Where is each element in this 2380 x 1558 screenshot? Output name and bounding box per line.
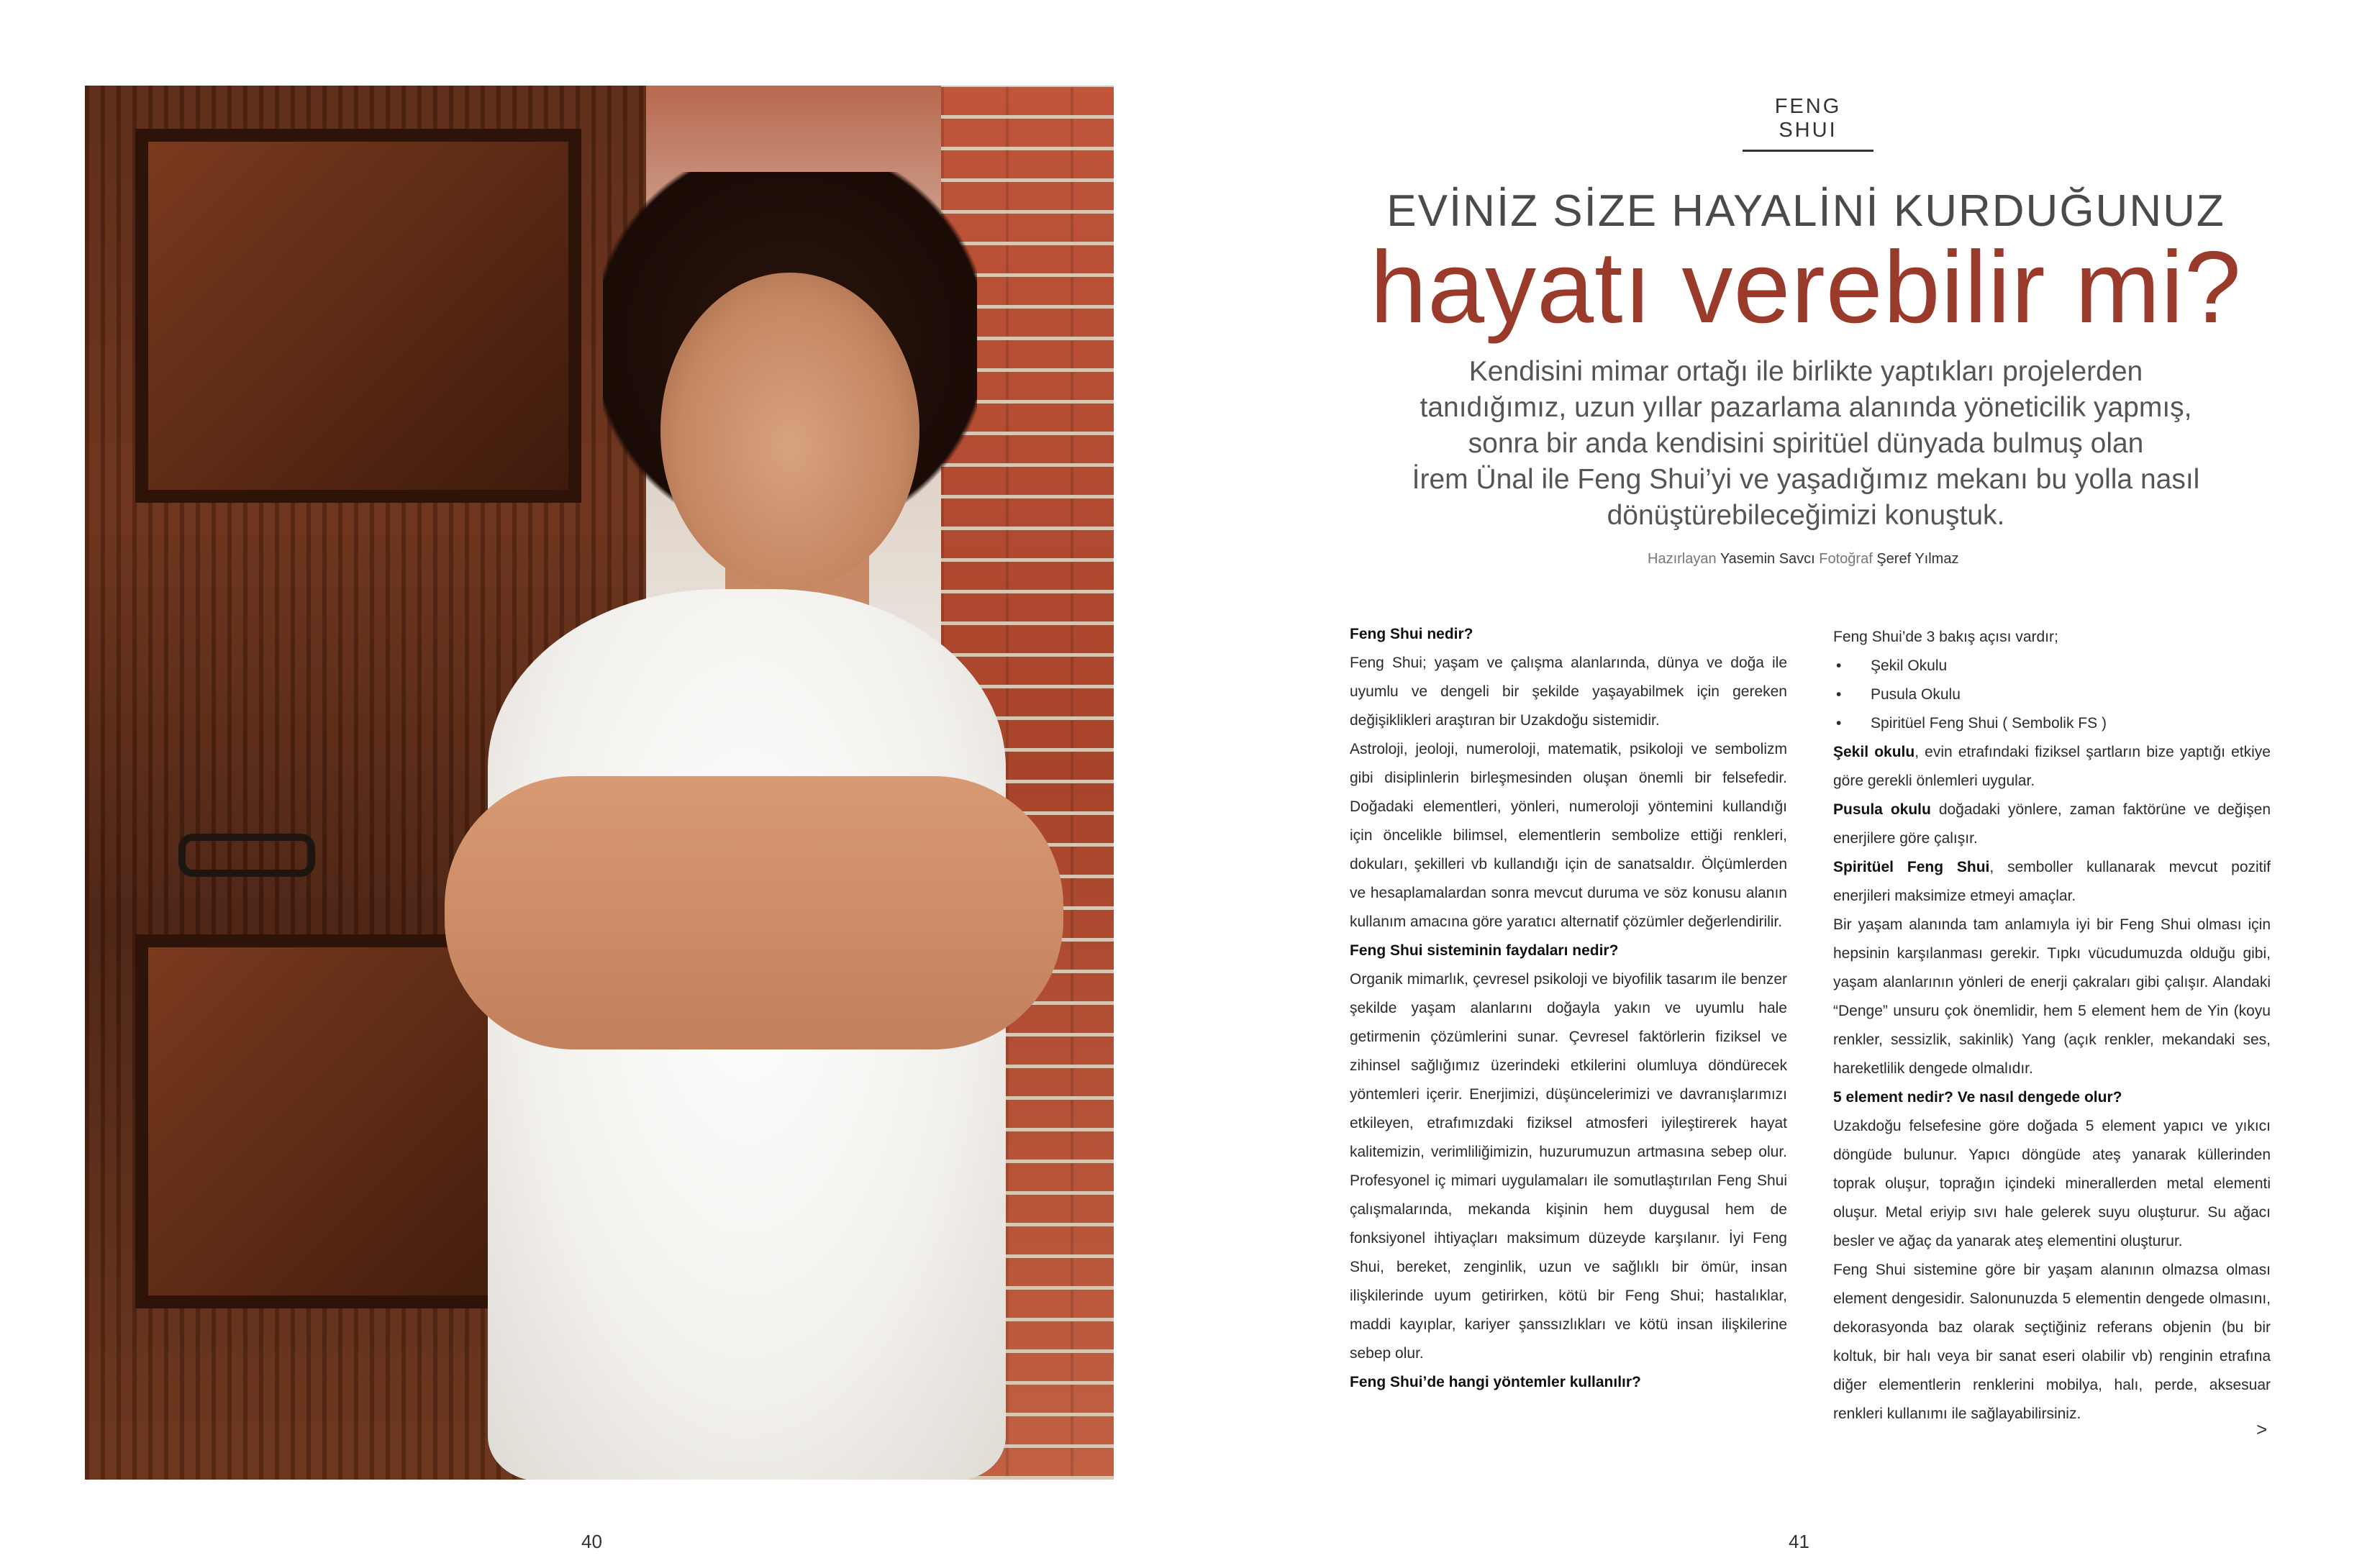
lead-line: dönüştürebileceğimizi konuştuk. bbox=[1607, 500, 2005, 531]
door-panel bbox=[135, 129, 581, 503]
door-handle bbox=[178, 834, 315, 877]
paragraph bbox=[1833, 853, 2271, 911]
continue-arrow-icon: > bbox=[2256, 1418, 2268, 1440]
article-column-2 bbox=[1833, 623, 2271, 1429]
page-number-right: 41 bbox=[1789, 1531, 1809, 1552]
term: Spiritüel Feng Shui bbox=[1833, 859, 1990, 875]
page-number-left: 40 bbox=[581, 1531, 602, 1552]
photographer-name: Şeref Yılmaz bbox=[1876, 551, 1959, 567]
paragraph: Astroloji, jeoloji, numeroloji, matematik, psikoloji ve sembolizm gibi disiplinlerin birleşmesinden oluşan önemli bir felsefedir. Doğadaki elementleri, yönleri, numeroloji yöntemini kullandığı için öncelikle bilimsel, elementlerin sembolize ettiği renkleri, dokuları, şekilleri vb kullandığı için de sanatsaldır. Ölçümlerden ve hesaplamalardan sonra mevcut duruma ve söz konusu alanın kullanım amacına göre yaratıcı alternatif çözümler değerlendirilir. bbox=[1350, 741, 1787, 930]
face bbox=[660, 273, 919, 589]
question-heading: Feng Shui sisteminin faydaları nedir? bbox=[1350, 942, 1619, 959]
paragraph bbox=[1833, 738, 2271, 796]
paragraph bbox=[1833, 796, 2271, 853]
article-column-1 bbox=[1350, 620, 1787, 1397]
lead-line: Kendisini mimar ortağı ile birlikte yaptıkları projelerden bbox=[1468, 356, 2143, 387]
term-text: , semboller kullanarak mevcut pozitif enerjileri maksimize etmeyi amaçlar. bbox=[1833, 859, 2271, 904]
paragraph: Feng Shui’de 3 bakış açısı vardır; bbox=[1833, 629, 2058, 645]
headline-line2: hayatı verebilir mi? bbox=[1370, 230, 2242, 345]
lead-line: tanıdığımız, uzun yıllar pazarlama alanında yöneticilik yapmış, bbox=[1420, 392, 2192, 423]
paragraph: Uzakdoğu felsefesine göre doğada 5 element yapıcı ve yıkıcı döngüde bulunur. Yapıcı döngüde ateş yanarak küllerinden toprak oluşur, toprağın içindeki minerallerden metal elementi oluşur. Metal eriyip sıvı hale gelerek suyu oluşturur. Su ağacı besler ve ağaç da yanarak ateş elementini oluşturur. bbox=[1833, 1118, 2271, 1249]
headline-line1: EVİNİZ SİZE HAYALİNİ KURDUĞUNUZ bbox=[1386, 186, 2225, 236]
crossed-arms bbox=[445, 776, 1063, 1049]
list-item: • Şekil Okulu bbox=[1833, 652, 2271, 680]
paragraph: Feng Shui; yaşam ve çalışma alanlarında, dünya ve doğa ile uyumlu ve dengeli bir şekilde yaşayabilmek için gereken değişiklikleri araştıran bir Uzakdoğu sistemidir. bbox=[1350, 655, 1787, 729]
term-text: , evin etrafındaki fiziksel şartların bize yaptığı etkiye göre gerekli önlemleri uygular. bbox=[1833, 744, 2271, 789]
question-heading: Feng Shui’de hangi yöntemler kullanılır? bbox=[1350, 1374, 1641, 1390]
section-label: FENG SHUI bbox=[1743, 95, 1873, 152]
list-item: • Pusula Okulu bbox=[1833, 680, 2271, 709]
list-item: • Spiritüel Feng Shui ( Sembolik FS ) bbox=[1833, 709, 2271, 738]
author-name: Yasemin Savcı bbox=[1720, 551, 1815, 567]
byline bbox=[1648, 551, 1958, 568]
term-text: doğadaki yönlere, zaman faktörüne ve değişen enerjilere göre çalışır. bbox=[1833, 801, 2271, 847]
paragraph: Bir yaşam alanında tam anlamıyla iyi bir Feng Shui olması için hepsinin karşılanması gerekir. Tıpkı vücudumuzda olduğu gibi, yaşam alanlarının yönleri de enerji çakraları gibi çalışır. Alandaki “Denge” unsuru çok önemlidir, hem 5 element hem de Yin (koyu renkler, sessizlik, sakinlik) Yang (açık renkler, mekandaki ses, hareketlilik dengede olmalıdır. bbox=[1833, 916, 2271, 1077]
term: Şekil okulu bbox=[1833, 744, 1915, 760]
photo-label: Fotoğraf bbox=[1819, 551, 1873, 567]
lead-line: sonra bir anda kendisini spiritüel dünyada bulmuş olan bbox=[1468, 428, 2144, 459]
prepared-label: Hazırlayan bbox=[1648, 551, 1717, 567]
lead-line: İrem Ünal ile Feng Shui’yi ve yaşadığımız mekanı bu yolla nasıl bbox=[1412, 464, 2200, 495]
portrait-photo bbox=[85, 86, 1114, 1480]
paragraph: Feng Shui sistemine göre bir yaşam alanının olmazsa olması element dengesidir. Salonunuzda 5 elementin dengede olmasını, dekorasyonda baz olarak seçtiğiniz referans objenin (bu bir koltuk, bir halı veya bir sanat eseri olabilir vb) renginin etrafına diğer elementlerin renklerini mobilya, halı, perde, aksesuar renkleri kullanımı ile sağlayabilirsiniz. bbox=[1833, 1262, 2271, 1422]
lead-paragraph bbox=[1403, 354, 2209, 534]
question-heading: 5 element nedir? Ve nasıl dengede olur? bbox=[1833, 1089, 2122, 1106]
bullet-list bbox=[1833, 652, 2271, 738]
term: Pusula okulu bbox=[1833, 801, 1931, 818]
question-heading: Feng Shui nedir? bbox=[1350, 626, 1473, 642]
paragraph: Organik mimarlık, çevresel psikoloji ve biyofilik tasarım ile benzer şekilde yaşam alanlarını doğayla yakın ve uyumlu hale getirmenin çözümlerini sunar. Çevresel faktörlerin fiziksel ve zihinsel sağlığımız üzerindeki etkilerini olumluya döndürecek yöntemleri içerir. Enerjimizi, düşüncelerimizi ve davranışlarımızı etkileyen, etrafımızdaki fiziksel atmosferi iyileştirerek hayat kalitemizin, verimliliğimizin, huzurumuzun artmasına sebep olur. Profesyonel iç mimari uygulamaları ile somutlaştırılan Feng Shui çalışmalarında, mekanda kişinin hem duygusal hem de fonksiyonel ihtiyaçları maksimum düzeyde karşılanır. İyi Feng Shui, bereket, zenginlik, uzun ve sağlıklı bir ömür, insan ilişkilerinde uyum getirirken, kötü bir Feng Shui; hastalıklar, maddi kayıplar, kariyer şanssızlıkları ve kötü insan ilişkilerine sebep olur. bbox=[1350, 971, 1787, 1362]
